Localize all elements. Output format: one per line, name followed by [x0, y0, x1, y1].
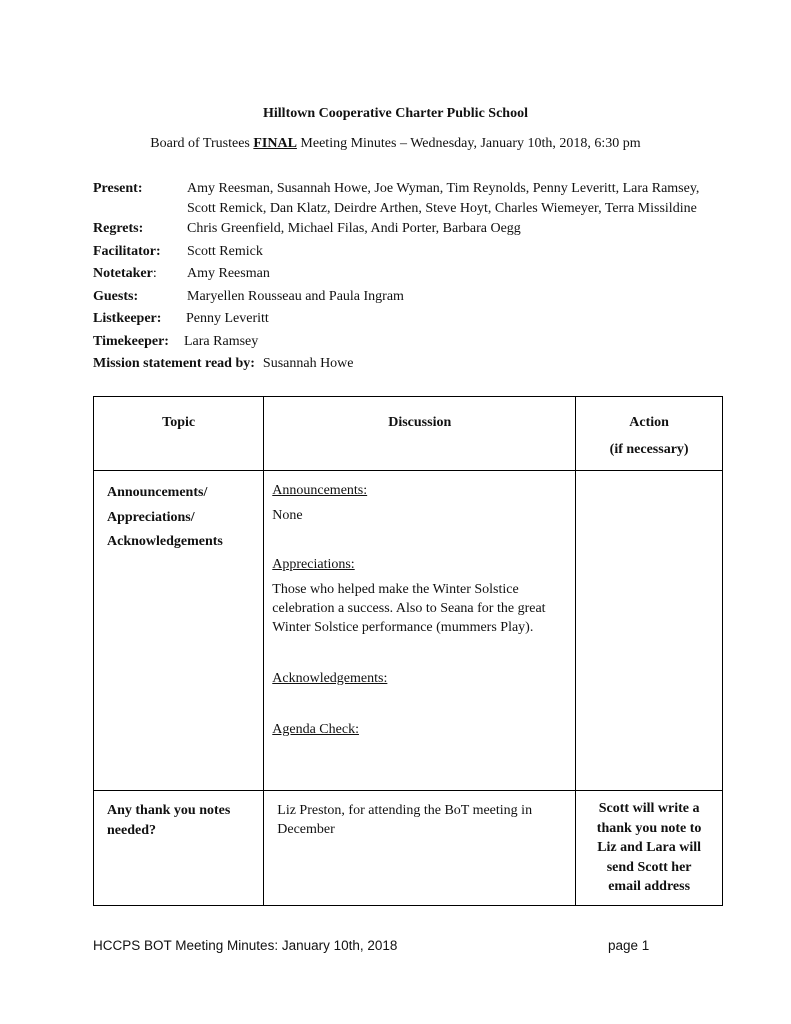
header-topic: Topic	[94, 397, 264, 471]
table-row	[94, 471, 723, 791]
timekeeper-row	[93, 332, 733, 355]
appreciations-text: Those who helped make the Winter Solstice celebration a success. Also to Seana for the great Winter Solstice performance (mummers Play).	[272, 582, 546, 635]
action-cell	[576, 471, 723, 791]
discussion-cell: Liz Preston, for attending the BoT meeting in December	[264, 791, 576, 906]
topic-cell: Any thank you notes needed?	[94, 791, 264, 906]
page-number: page 1	[608, 938, 650, 953]
facilitator-row	[93, 242, 733, 265]
mission-label: Mission statement read by:	[93, 356, 255, 371]
guests-row	[93, 287, 733, 310]
header-discussion: Discussion	[264, 397, 576, 471]
listkeeper-label: Listkeeper:	[93, 311, 162, 326]
notetaker-label-text: Notetaker	[93, 266, 153, 281]
notetaker-value: Amy Reesman	[187, 266, 270, 281]
notetaker-label	[93, 264, 187, 284]
listkeeper-row	[93, 309, 733, 332]
notetaker-row	[93, 264, 733, 287]
document-title: Hilltown Cooperative Charter Public School	[263, 106, 528, 121]
present-line-2: Scott Remick, Dan Klatz, Deirdre Arthen, Steve Hoyt, Charles Wiemeyer, Terra Missildine	[187, 201, 697, 216]
header-action	[576, 397, 723, 471]
table-row	[94, 791, 723, 906]
timekeeper-value: Lara Ramsey	[184, 333, 259, 349]
facilitator-label: Facilitator:	[93, 243, 161, 259]
announcements-text: None	[272, 508, 303, 523]
announcements-heading: Announcements:	[272, 483, 368, 498]
notetaker-label-colon: :	[152, 266, 157, 281]
present-value	[187, 179, 733, 219]
subtitle-suffix: Meeting Minutes – Wednesday, January 10th, 2018, 6:30 pm	[296, 136, 641, 151]
minutes-table	[93, 396, 723, 906]
action-cell: Scott will write a thank you note to Liz and Lara will send Scott her email address	[576, 791, 723, 906]
agenda-check-heading: Agenda Check:	[272, 722, 359, 737]
discussion-cell	[264, 471, 576, 791]
regrets-row	[93, 219, 733, 242]
topic-line: Acknowledgements	[107, 534, 223, 549]
attendance-block	[93, 179, 733, 377]
acknowledgements-heading: Acknowledgements:	[272, 671, 388, 686]
mission-row	[93, 354, 733, 377]
present-row	[93, 179, 733, 219]
table-header-row	[94, 397, 723, 471]
topic-line: Announcements/	[107, 485, 208, 500]
timekeeper-label: Timekeeper:	[93, 333, 169, 349]
document-subtitle	[0, 136, 791, 152]
present-line-1: Amy Reesman, Susannah Howe, Joe Wyman, Tim Reynolds, Penny Leveritt, Lara Ramsey,	[187, 181, 700, 196]
facilitator-value: Scott Remick	[187, 243, 263, 259]
topic-line: Appreciations/	[107, 509, 195, 525]
listkeeper-value: Penny Leveritt	[186, 311, 269, 326]
appreciations-heading: Appreciations:	[272, 557, 355, 572]
footer-title: HCCPS BOT Meeting Minutes: January 10th, 2018	[93, 938, 398, 953]
present-label: Present:	[93, 181, 143, 196]
topic-cell	[94, 471, 264, 791]
guests-value: Maryellen Rousseau and Paula Ingram	[187, 288, 404, 304]
mission-value: Susannah Howe	[262, 356, 354, 371]
subtitle-prefix: Board of Trustees	[150, 136, 254, 151]
header-action-label: Action	[629, 415, 669, 430]
subtitle-final: FINAL	[253, 136, 297, 151]
header-action-sub: (if necessary)	[609, 442, 689, 457]
regrets-label: Regrets:	[93, 221, 144, 236]
guests-label: Guests:	[93, 288, 139, 304]
regrets-value: Chris Greenfield, Michael Filas, Andi Porter, Barbara Oegg	[187, 221, 521, 236]
